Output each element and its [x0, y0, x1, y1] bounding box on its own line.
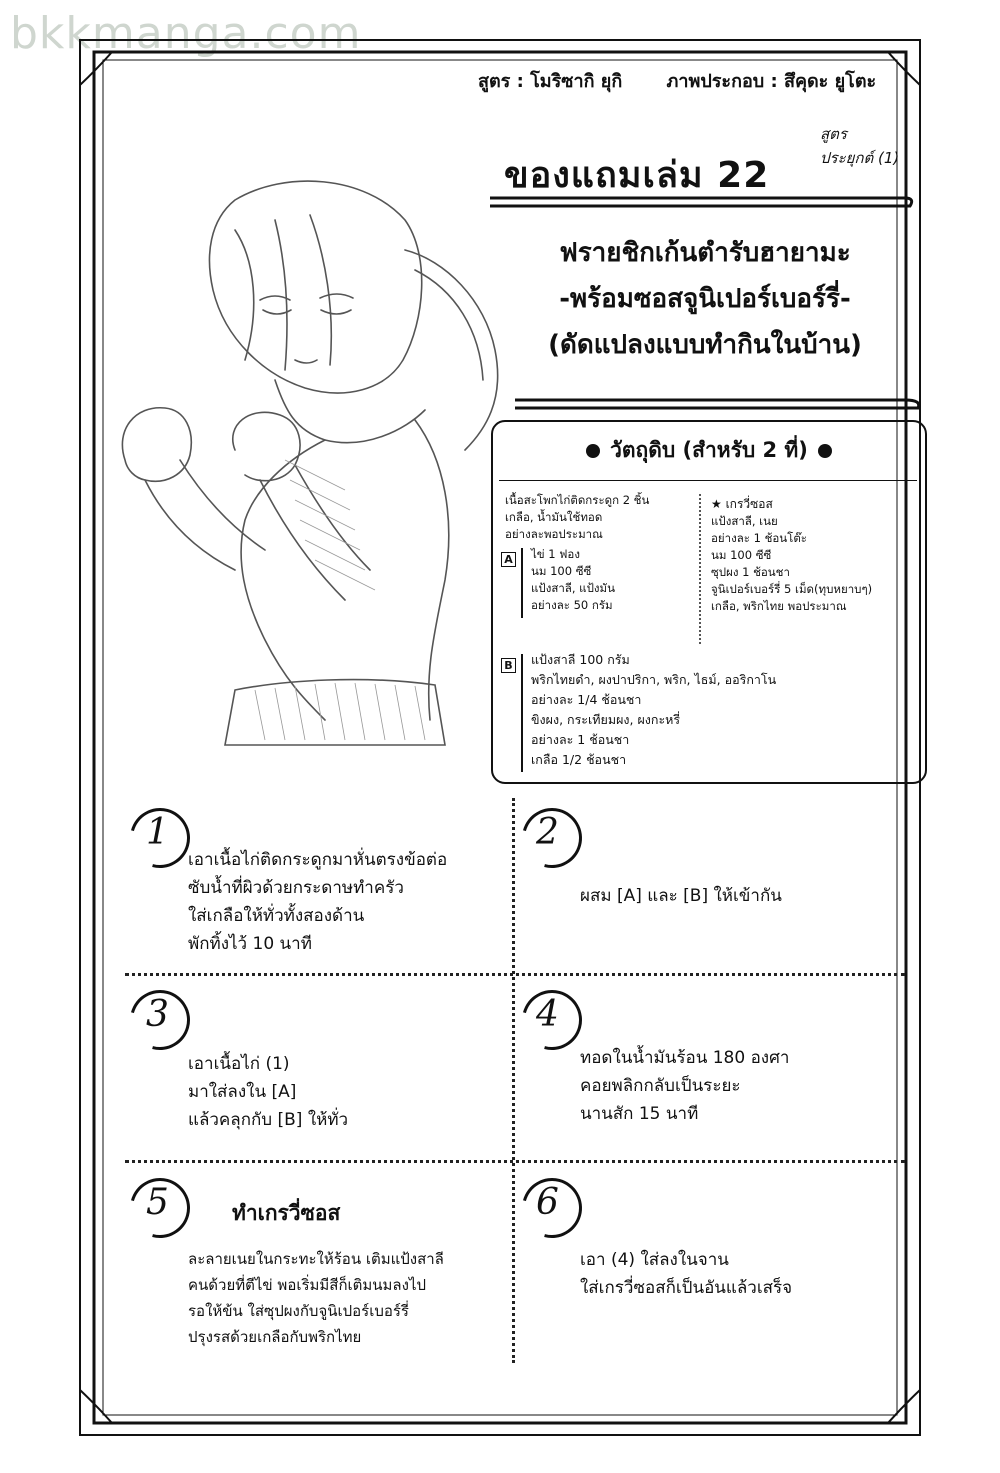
step-text	[580, 882, 782, 910]
ingredient-line: อย่างละพอประมาณ	[505, 527, 603, 541]
credits	[478, 66, 898, 95]
step-line: พักทิ้งไว้ 10 นาที	[188, 934, 312, 954]
ingredient-line: อย่างละ 1/4 ช้อนชา	[531, 692, 642, 707]
ingredient-line: แป้งสาลี, เนย	[711, 514, 778, 528]
step-line: รอให้ข้น ใส่ซุปผงกับจูนิเปอร์เบอร์รี่	[188, 1302, 409, 1320]
steps-vertical-divider	[512, 798, 515, 1363]
step-line: ผสม [A] และ [B] ให้เข้ากัน	[580, 886, 782, 906]
recipe-title	[530, 230, 880, 368]
step-line: นานสัก 15 นาที	[580, 1104, 699, 1124]
fighter-illustration	[85, 160, 525, 750]
group-b-badge	[501, 654, 516, 673]
ingredient-line: อย่างละ 1 ช้อนชา	[531, 732, 630, 747]
group-b-items	[531, 650, 776, 770]
step-line: มาใส่ลงใน [A]	[188, 1082, 297, 1102]
watermark: bkkmanga.com	[10, 8, 362, 59]
group-a-label: A	[501, 552, 516, 567]
author-credit: สูตร : โมริซากิ ยุกิ	[478, 71, 623, 92]
step-number: 1	[146, 812, 169, 853]
ingredient-line: เกลือ, น้ำมันใช้ทอด	[505, 510, 603, 524]
step-line: แล้วคลุกกับ [B] ให้ทั่ว	[188, 1110, 349, 1130]
ingredient-line: ขิงผง, กระเทียมผง, ผงกะหรี่	[531, 712, 681, 727]
step-line: เอา (4) ใส่ลงในจาน	[580, 1250, 729, 1270]
step-line: ซับน้ำที่ผิวด้วยกระดาษทำครัว	[188, 878, 404, 898]
step-title: ทำเกรวี่ซอส	[232, 1201, 341, 1225]
group-a-badge	[501, 548, 516, 567]
group-b-bracket	[521, 654, 523, 772]
ingredient-line: แป้งสาลี 100 กรัม	[531, 652, 630, 667]
recipe-tag	[820, 122, 920, 170]
column-divider	[699, 494, 701, 644]
steps-divider	[125, 973, 905, 976]
gravy-label: ★ เกรวี่ซอส	[711, 497, 773, 511]
ingredient-line: นม 100 ซีซี	[711, 548, 772, 562]
step-line: คอยพลิกกลับเป็นระยะ	[580, 1076, 741, 1096]
ingredients-box	[491, 420, 927, 784]
bullet-icon	[586, 444, 600, 458]
step-line: ปรุงรสด้วยเกลือกับพริกไทย	[188, 1328, 362, 1346]
step-number: 4	[536, 994, 559, 1035]
ingredient-line: นม 100 ซีซี	[531, 564, 592, 578]
ingredient-line: อย่างละ 1 ช้อนโต๊ะ	[711, 531, 807, 545]
step-text	[188, 1050, 348, 1134]
ingredient-line: เกลือ 1/2 ช้อนชา	[531, 752, 627, 767]
ingredient-line: พริกไทยดำ, ผงปาปริกา, พริก, ไธม์, ออริกาโน	[531, 672, 777, 687]
recipe-tag-line2: ประยุกต์ (1)	[820, 149, 900, 167]
step-number: 5	[146, 1182, 169, 1223]
step-line: ใส่เกรวี่ซอสก็เป็นอันแล้วเสร็จ	[580, 1278, 793, 1298]
recipe-title-line2: -พร้อมซอสจูนิเปอร์เบอร์รี่-	[559, 284, 851, 314]
step-number: 2	[536, 812, 559, 853]
ingredient-line: ไข่ 1 ฟอง	[531, 547, 580, 561]
step-line: ละลายเนยในกระทะให้ร้อน เติมแป้งสาลี	[188, 1250, 444, 1268]
step-text	[580, 1246, 792, 1302]
step-text	[580, 1044, 789, 1128]
ingredient-line: เกลือ, พริกไทย พอประมาณ	[711, 599, 847, 613]
recipe-title-line1: ฟรายชิกเก้นตำรับฮายามะ	[559, 238, 851, 268]
step-number: 3	[146, 994, 169, 1035]
step-line: เอาเนื้อไก่ติดกระดูกมาหั่นตรงข้อต่อ	[188, 850, 448, 870]
group-a-items	[531, 546, 615, 614]
step-line: เอาเนื้อไก่ (1)	[188, 1054, 290, 1074]
ingredient-line: เนื้อสะโพกไก่ติดกระดูก 2 ชิ้น	[505, 493, 650, 507]
steps-divider	[125, 1160, 905, 1163]
bullet-icon	[818, 444, 832, 458]
step-number: 6	[536, 1182, 559, 1223]
group-b-label: B	[501, 658, 516, 673]
step-text	[188, 846, 447, 958]
bonus-title: ของแถมเล่ม 22	[504, 155, 770, 196]
step-line: ทอดในน้ำมันร้อน 180 องศา	[580, 1048, 790, 1068]
ingredients-header	[493, 434, 925, 467]
gravy-ingredients	[711, 496, 872, 615]
recipe-tag-line1: สูตร	[820, 125, 847, 143]
illustrator-credit: ภาพประกอบ : สึคุดะ ยูโตะ	[666, 71, 877, 92]
recipe-title-line3: (ดัดแปลงแบบทำกินในบ้าน)	[548, 330, 862, 360]
header-rule	[499, 480, 917, 481]
group-a-bracket	[521, 548, 523, 618]
ingredients-header-text: วัตถุดิบ (สำหรับ 2 ที่)	[610, 438, 808, 462]
main-ingredients	[505, 492, 649, 543]
ingredient-line: อย่างละ 50 กรัม	[531, 598, 613, 612]
ingredient-line: แป้งสาลี, แป้งมัน	[531, 581, 615, 595]
ingredient-line: ซุปผง 1 ช้อนชา	[711, 565, 790, 579]
step-line: ใส่เกลือให้ทั่วทั้งสองด้าน	[188, 906, 365, 926]
step-text	[188, 1246, 444, 1350]
step-line: คนด้วยที่ตีไข่ พอเริ่มมีสีก็เติมนมลงไป	[188, 1276, 427, 1294]
ingredient-line: จูนิเปอร์เบอร์รี่ 5 เม็ด(ทุบหยาบๆ)	[711, 582, 873, 596]
